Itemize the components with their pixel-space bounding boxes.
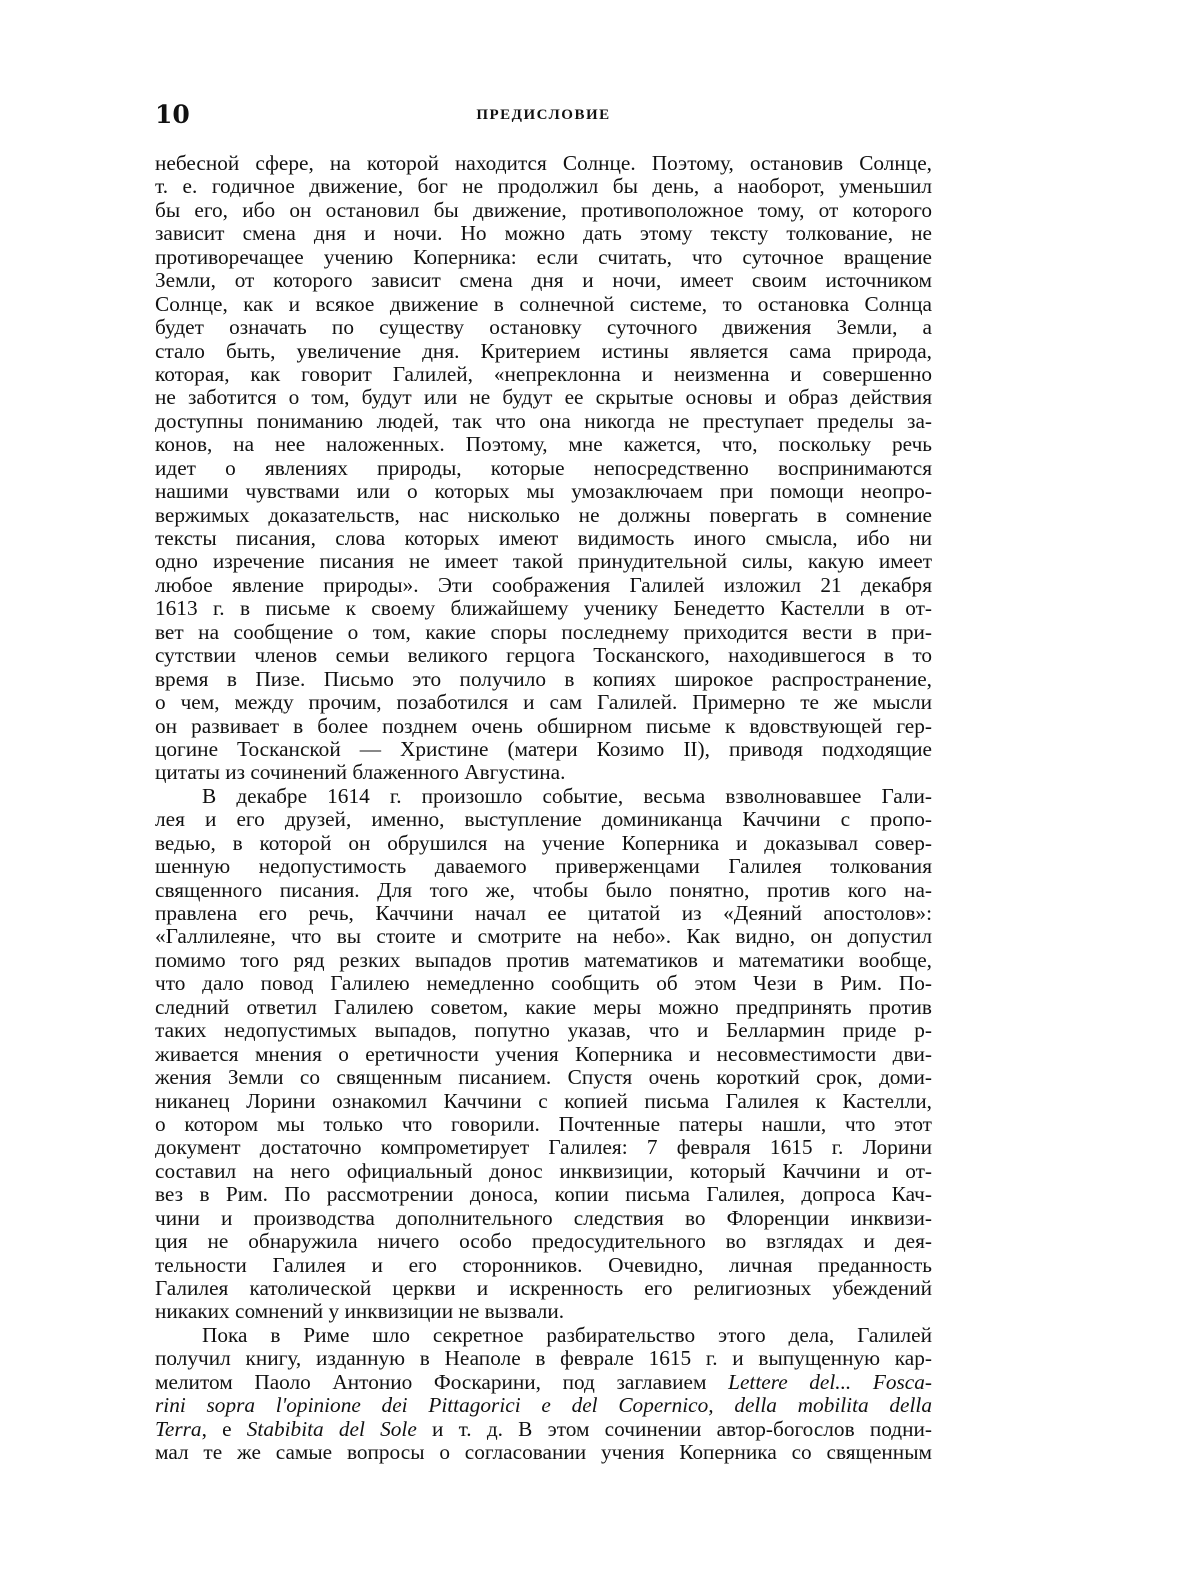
text-line: лея и его друзей, именно, выступление доминиканца Каччини с пропо- <box>155 807 932 832</box>
text-line: никаких сомнений у инквизиции не вызвали. <box>155 1299 565 1324</box>
section-title: ПРЕДИСЛОВИЕ <box>476 107 611 123</box>
text-line: «Галлилеяне, что вы стоите и смотрите на небо». Как видно, он допустил <box>155 924 932 949</box>
text-line: идет о явлениях природы, которые непосредственно воспринимаются <box>155 455 932 480</box>
text-line: священного писания. Для того же, чтобы было понятно, против кого на- <box>155 877 932 902</box>
text-line: конов, на нее наложенных. Поэтому, мне кажется, что, поскольку речь <box>155 432 932 457</box>
text-line: цогине Тосканской — Христине (матери Козимо II), приводя подходящие <box>155 736 932 761</box>
text-line: жения Земли со священным писанием. Спустя очень короткий срок, доми- <box>155 1065 932 1090</box>
text-span: и т. д. В этом сочинении автор-богослов подни- <box>416 1416 932 1441</box>
text-line: следний ответил Галилею советом, какие меры можно предпринять против <box>155 994 932 1019</box>
text-line: любое явление природы». Эти соображения Галилей изложил 21 декабря <box>155 572 932 597</box>
text-line: помимо того ряд резких выпадов против математиков и математики вообще, <box>155 947 932 972</box>
text-line-title-start <box>155 1371 932 1394</box>
text-line: не заботится о том, будут или не будут ее скрытые основы и образ действия <box>155 385 932 410</box>
text-span: , e <box>201 1416 247 1441</box>
italic-title: Terra <box>155 1416 202 1441</box>
text-line: цитаты из сочинений блаженного Августина. <box>155 760 566 785</box>
text-line: Солнце, как и всякое движение в солнечной системе, то остановка Солнца <box>155 291 932 316</box>
text-line: одно изречение писания не имеет такой принудительной силы, какую имеет <box>155 549 932 574</box>
text-line: нашими чувствами или о которых мы умозаключаем при помощи неопро- <box>155 479 932 504</box>
text-line: получил книгу, изданную в Неаполе в феврале 1615 г. и выпущенную кар- <box>155 1346 932 1371</box>
text-line-title-middle: rini sopra l'opinione dei Pittagorici e del Copernico, della mobilita della <box>155 1393 932 1418</box>
text-line: о котором мы только что говорили. Почтенные патеры нашли, что этот <box>155 1111 932 1136</box>
text-line: вержимых доказательств, нас нисколько не должны повергать в сомнение <box>155 502 932 527</box>
text-line: сутствии членов семьи великого герцога Тосканского, находившегося в то <box>155 643 932 668</box>
text-line-title-end <box>155 1418 932 1441</box>
italic-title: Lettere del... Fosca- <box>728 1369 932 1394</box>
paragraph-lines <box>155 152 932 1371</box>
text-line: чини и производства дополнительного следствия во Флоренции инквизи- <box>155 1205 932 1230</box>
text-line: Земли, от которого зависит смена дня и ночи, имеет своим источником <box>155 268 932 293</box>
text-line: составил на него официальный донос инквизиции, который Каччини и от- <box>155 1158 932 1183</box>
page-number: 10 <box>155 100 190 129</box>
text-line: которая, как говорит Галилей, «непреклонна и неизменна и совершенно <box>155 361 932 386</box>
text-line: таких недопустимых выпадов, попутно указав, что и Беллармин приде р- <box>155 1018 932 1043</box>
text-line: доступны пониманию людей, так что она никогда не преступает пределы за- <box>155 408 932 433</box>
text-line: В декабре 1614 г. произошло событие, весьма взволновавшее Гали- <box>202 783 932 808</box>
text-line: время в Пизе. Письмо это получило в копиях широкое распространение, <box>155 666 932 691</box>
text-line: ция не обнаружила ничего особо предосудительного во взглядах и дея- <box>155 1229 932 1254</box>
text-line: Пока в Риме шло секретное разбирательство этого дела, Галилей <box>202 1322 932 1347</box>
text-line: вет на сообщение о том, какие споры последнему приходится вести в при- <box>155 619 932 644</box>
text-line: правлена его речь, Каччини начал ее цитатой из «Деяний апостолов»: <box>155 901 932 925</box>
text-line: Галилея католической церкви и искренность его религиозных убеждений <box>155 1276 932 1300</box>
text-line: он развивает в более позднем очень обширном письме к вдовствующей гер- <box>155 713 932 738</box>
text-line: мал те же самые вопросы о согласовании учения Коперника со священным <box>155 1440 932 1465</box>
text-line: тексты писания, слова которых имеют видимость иного смысла, ибо ни <box>155 526 932 550</box>
text-line: небесной сфере, на которой находится Солнце. Поэтому, остановив Солнце, <box>155 151 932 175</box>
text-line: стало быть, увеличение дня. Критерием истины является сама природа, <box>155 338 932 363</box>
text-line: бы его, ибо он остановил бы движение, противоположное тому, от которого <box>155 197 932 222</box>
text-line: о чем, между прочим, позаботился и сам Галилей. Примерно те же мысли <box>155 690 932 715</box>
text-line: зависит смена дня и ночи. Но можно дать этому тексту толкование, не <box>155 221 932 246</box>
text-line: 1613 г. в письме к своему ближайшему ученику Бенедетто Кастелли в от- <box>155 596 932 621</box>
body-text <box>155 152 932 1465</box>
text-line: ведью, в которой он обрушился на учение Коперника и доказывал совер- <box>155 830 932 855</box>
text-line: шенную недопустимость даваемого приверженцами Галилея толкования <box>155 854 932 879</box>
text-line: т. е. годичное движение, бог не продолжил бы день, а наоборот, уменьшил <box>155 174 932 199</box>
text-line: никанец Лорини ознакомил Каччини с копией письма Галилея к Кастелли, <box>155 1088 932 1113</box>
text-span: мелитом Паоло Антонио Фоскарини, под заглавием <box>155 1369 729 1394</box>
text-line: тельности Галилея и его сторонников. Очевидно, личная преданность <box>155 1252 932 1277</box>
text-line: живается мнения о еретичности учения Коперника и несовместимости дви- <box>155 1041 932 1066</box>
text-line: противоречащее учению Коперника: если считать, что суточное вращение <box>155 244 932 269</box>
text-line: будет означать по существу остановку суточного движения Земли, а <box>155 315 932 340</box>
running-head <box>155 100 932 130</box>
italic-title: Stabibita del Sole <box>246 1416 417 1441</box>
text-line: что дало повод Галилею немедленно сообщить об этом Чези в Рим. По- <box>155 971 932 996</box>
text-line: вез в Рим. По рассмотрении доноса, копии письма Галилея, допроса Кач- <box>155 1182 932 1207</box>
text-line: документ достаточно компрометирует Галилея: 7 февраля 1615 г. Лорини <box>155 1135 932 1160</box>
